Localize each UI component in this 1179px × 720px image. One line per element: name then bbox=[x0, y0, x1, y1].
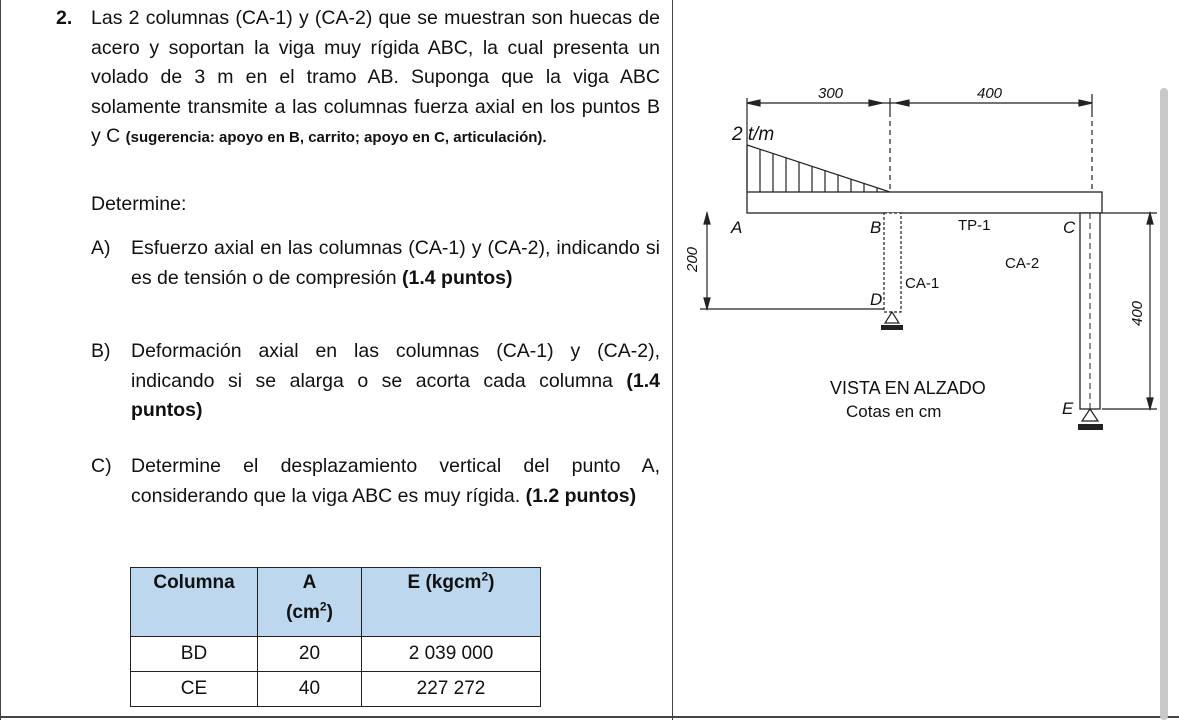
question-number: 2. bbox=[56, 7, 73, 29]
dim-left-label: 200 bbox=[684, 246, 701, 272]
item-text: Esfuerzo axial en las columnas (CA-1) y (CA-2), indicando si es de tensión o de compresión bbox=[131, 237, 660, 289]
header-area-symbol: A bbox=[302, 572, 317, 593]
column-ca2 bbox=[1080, 213, 1100, 409]
view-title: VISTA EN ALZADO bbox=[830, 378, 986, 398]
cell-modulus: 227 272 bbox=[362, 672, 541, 707]
beam-tp1 bbox=[747, 192, 1102, 213]
item-label: B) bbox=[91, 340, 111, 362]
left-dimension bbox=[700, 213, 884, 309]
determine-heading: Determine: bbox=[91, 193, 187, 215]
label-ca2: CA-2 bbox=[1005, 255, 1040, 272]
header-area-unit: (cm bbox=[286, 602, 320, 623]
item-body bbox=[131, 234, 660, 293]
bottom-border bbox=[0, 716, 1179, 718]
label-ca1: CA-1 bbox=[905, 275, 940, 292]
header-modulus-exp: 2 bbox=[481, 569, 489, 584]
item-text: Determine el desplazamiento vertical del punto A, considerando que la viga ABC es muy rígida. bbox=[131, 455, 660, 507]
cell-modulus: 2 039 000 bbox=[362, 637, 541, 672]
table-row bbox=[131, 637, 541, 672]
load-label: 2 t/m bbox=[732, 124, 775, 145]
cell-area: 40 bbox=[258, 672, 362, 707]
item-text: Deformación axial en las columnas (CA-1) y (CA-2), indicando si se alarga o se acorta cada columna bbox=[131, 340, 660, 392]
table-row bbox=[131, 672, 541, 707]
structure-diagram bbox=[675, 75, 1160, 445]
label-e: E bbox=[1062, 399, 1074, 418]
distributed-load bbox=[747, 145, 890, 192]
item-points: (1.2 puntos) bbox=[525, 484, 637, 507]
item-points: (1.4 puntos) bbox=[402, 266, 513, 289]
question-statement bbox=[91, 4, 660, 153]
left-border bbox=[0, 0, 1, 720]
view-units: Cotas en cm bbox=[846, 402, 942, 421]
header-area bbox=[258, 568, 362, 637]
label-d: D bbox=[870, 290, 883, 309]
label-tp1: TP-1 bbox=[958, 217, 991, 234]
properties-table bbox=[130, 567, 541, 707]
cell-area: 20 bbox=[258, 637, 362, 672]
header-area-close: ) bbox=[326, 602, 333, 623]
support-e bbox=[1078, 409, 1103, 430]
dim-bc-label: 400 bbox=[977, 85, 1003, 102]
statement-text: Las 2 columnas (CA-1) y (CA-2) que se muestran son huecas de acero y soportan la viga muy rígida ABC, la cual presenta un volado de 3 m en el tramo AB. Suponga que la viga ABC solamente transmite a las columnas fuerza axial en los puntos B y C bbox=[91, 7, 660, 147]
item-points: (1.4 puntos) bbox=[131, 369, 661, 421]
header-columna: Columna bbox=[131, 568, 258, 637]
dim-right-label: 400 bbox=[1129, 300, 1146, 326]
dim-ab-label: 300 bbox=[818, 85, 844, 102]
vertical-scrollbar[interactable] bbox=[1160, 88, 1168, 720]
header-area-exp: 2 bbox=[319, 599, 327, 614]
label-b: B bbox=[870, 218, 882, 237]
column-ca1 bbox=[884, 213, 901, 312]
cell-columna: BD bbox=[131, 637, 258, 672]
item-label: A) bbox=[91, 237, 111, 259]
column-divider bbox=[672, 0, 673, 720]
header-modulus bbox=[362, 568, 541, 637]
item-body bbox=[131, 337, 660, 426]
header-modulus-close: ) bbox=[488, 572, 495, 593]
statement-hint: (sugerencia: apoyo en B, carrito; apoyo en C, articulación). bbox=[125, 129, 547, 146]
item-body bbox=[131, 452, 660, 511]
label-a: A bbox=[731, 218, 743, 237]
label-c: C bbox=[1063, 218, 1076, 237]
table-header-row bbox=[131, 568, 541, 637]
cell-columna: CE bbox=[131, 672, 258, 707]
support-d bbox=[881, 312, 903, 330]
header-modulus-text: E (kgcm bbox=[407, 572, 482, 593]
item-label: C) bbox=[91, 455, 112, 477]
